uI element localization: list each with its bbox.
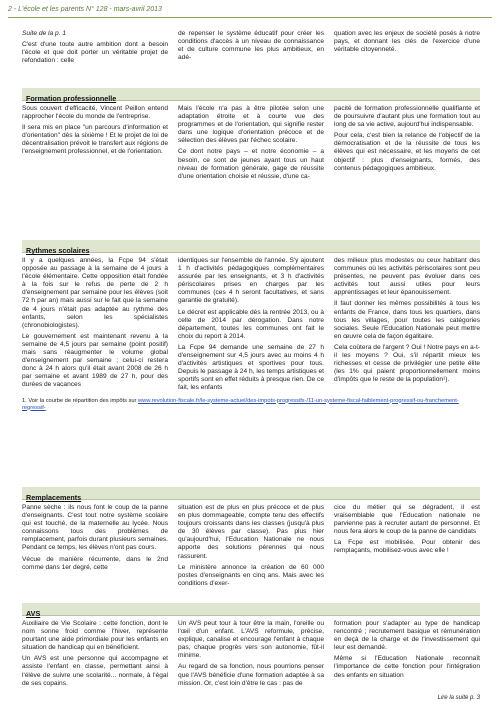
section-title: Formation professionnelle [26, 94, 117, 103]
paragraph: Le gouvernement est maintenant revenu à la semaine de 4,5 jours par semaine (point positif) mais sans réaugmenter le volume global d'enseignement par semaine ; celui-ci restera donc à 24 h alors qu'il était avant 2008 de 26 h par semaine et avant 1989 de 27 h, pour des durées de vacances [22, 332, 168, 389]
paragraph: Sous couvert d'efficacité, Vincent Peillon entend rapprocher l'école du monde de l'entreprise. [22, 105, 168, 121]
formation-col-1 [22, 105, 168, 184]
paragraph: Il faut donner les mêmes possibilités à tous les enfants de France, dans tous les quartiers, dans tous les villages, pour toutes les catégories sociales. Seule l'Education Nationale peut mettre en œuvre cela de façon égalitaire. [334, 300, 480, 340]
avs-col-2 [178, 620, 324, 691]
section-title: Rythmes scolaires [26, 246, 90, 255]
section-title: Remplacements [26, 493, 82, 502]
paragraph: des milieux plus modestes ou ceux habitant des communes où les activités périscolaires sont peu présentes, ne peuvent pas évoluer dans ces activités tout aussi utiles pour leurs apprentissages et leur épanouissement. [334, 257, 480, 297]
section-title: AVS [26, 609, 41, 618]
avs-section [22, 603, 480, 691]
remplacements-section [22, 487, 480, 591]
rythmes-col-3 [334, 257, 480, 396]
formation-col-3 [334, 105, 480, 184]
header-rule [8, 17, 492, 18]
section-header-band [22, 88, 480, 101]
footnote [22, 398, 480, 412]
paragraph: situation est de plus en plus précoce et de plus en plus dommageable, compte tenu des effectifs toujours croissants dans les classes (jusqu'à plus de 30 élèves par classe). Pas plus hier qu'aujourd'hui, l'Education Nationale ne nous apporte des solutions pérennes qui nous rassurent. [178, 504, 324, 560]
section-header-band [22, 487, 480, 500]
paragraph: La Fcpe 94 demande une semaine de 27 h d'enseignement sur 4,5 jours avec au moins 4 h d'activités artistiques et sportives pour tous. Depuis le passage à 24 h, les temps artistiques et sportifs sont en effet réduits à presque rien. De ce fait, les enfants [178, 343, 324, 392]
paragraph: Il y a quelques années, la Fcpe 94 s'était opposée au passage à la semaine de 4 jours à l'école élémentaire. Cette opposition était fondée à la fois sur le refus de perte de 2 h d'enseignement par semaine pour les élèves (soit 72 h par an) mais aussi sur le fait que la semaine de 4 jours n'était pas adaptée au rythme des enfants, selon les spécialistes (chronobiologistes). [22, 257, 168, 329]
intro-section [22, 30, 480, 68]
paragraph: Pour cela, c'est bien la relance de l'objectif de la démocratisation et de la réussite de tous les élèves qui est nécessaire, et les moyens de cet objectif : plus d'enseignants, formés, des contenus pédagogiques ambitieux. [334, 132, 480, 172]
continuation-note: Lire la suite p. 3 [437, 695, 480, 701]
formation-col-2 [178, 105, 324, 184]
paragraph: formation pour s'adapter au type de handicap rencontré ; recrutement basique et rémunération en deçà de la charge et de l'investissement qui leur est demandé. [334, 620, 480, 652]
paragraph: de repenser le système éducatif pour créer les conditions d'accès à un niveau de connaissance et de culture commune les plus ambitieux, en adé- [178, 30, 324, 62]
paragraph: Un AVS est une personne qui accompagne et assiste l'enfant en classe, permettant ainsi à l'élève de suivre une scolarité... normale, à l'égal de ses copains. [22, 655, 168, 687]
remplacements-col-2 [178, 504, 324, 591]
avs-col-1 [22, 620, 168, 691]
intro-col-2 [178, 30, 324, 68]
paragraph: Cela coûtera de l'argent ? Oui ! Notre pays en a-t-il les moyens ? Oui, s'il répartit mieux les richesses et cesse de privilégier une petite élite (les 1% qui paient proportionnellement moins d'impôts que le reste de la population¹). [334, 343, 480, 384]
paragraph: Le ministère annonce la création de 60 000 postes d'enseignants en cinq ans. Mais avec les conditions d'exer- [178, 563, 324, 587]
paragraph: Au regard de sa fonction, nous pourrions penser que l'AVS bénéficie d'une formation adaptée à sa mission. Or, c'est loin d'être le cas : pas de [178, 663, 324, 687]
intro-col-1 [22, 30, 168, 68]
paragraph: Un AVS peut tour à tour être la main, l'oreille ou l'œil d'un enfant. L'AVS reformule, précise, explique, canalise et encourage l'enfant à chaque pas, chaque progrès vers son autonomie, fût-il minime. [178, 620, 324, 660]
paragraph: identiques sur l'ensemble de l'année. S'y ajoutent 1 h d'activités pédagogiques complémentaires assurée par les enseignants, et 3 h d'activités périscolaires prises en charges par les communes (ces 4 h seront facultatives, et sans garantie de gratuité). [178, 257, 324, 305]
paragraph: C'est d'une toute autre ambition dont a besoin l'école et que doit porter un véritable projet de refondation : celle [22, 41, 168, 65]
paragraph: Le décret est applicable dès la rentrée 2013, ou à celle de 2014 par dérogation. Dans notre département, toutes les communes ont fait le choix du report à 2014. [178, 308, 324, 340]
paragraph: La Fcpe est mobilisée. Pour obtenir des remplaçants, mobilisez-vous avec elle ! [334, 539, 480, 555]
paragraph: Il sera mis en place "un parcours d'information et d'orientation" dès la sixième ! Et le projet de loi de décentralisation prévoit le transfert aux régions de l'enseignement professionnel, et de l'orientation. [22, 124, 168, 156]
paragraph: Panne sèche : ils nous font le coup de la panne d'enseignants. C'est tout notre système scolaire qui est touché, de la maternelle au lycée. Nous connaissons tous des problèmes de remplacement, parfois durant plusieurs semaines. Pendant ce temps, les élèves n'ont pas cours. [22, 504, 168, 552]
paragraph: Mais l'école n'a pas à être pilotée selon une adaptation étroite et à courte vue des programmes et de l'orientation, qui signifie rester dans une logique d'orientation précoce et de sélection des élèves par l'échec scolaire. [178, 105, 324, 145]
paragraph: Même si l'Education Nationale reconnaît l'importance de cette fonction pour l'intégration des enfants en situation [334, 655, 480, 679]
rythmes-col-2 [178, 257, 324, 396]
paragraph: quation avec les enjeux de société posés à notre pays, et donnant les clés de l'exercice d'une véritable citoyenneté. [334, 30, 480, 54]
paragraph: Auxiliaire de Vie Scolaire : cette fonction, dont le nom sonne froid comme l'hiver, représente pourtant une aide primordiale pour les enfants en situation de handicap qui en bénéficient. [22, 620, 168, 652]
suite-note: Suite de la p. 1 [22, 30, 66, 37]
remplacements-col-1 [22, 504, 168, 591]
section-header-band [22, 240, 480, 253]
paragraph: cice du métier qui se dégradent, il est vraisemblable que l'Education nationale ne parvienne pas à recruter autant de personnel. Et nous fera alors le coup de la panne de candidats [334, 504, 480, 536]
page-header: 2 - L'école et les parents N° 128 - mars-avril 2013 [8, 6, 162, 13]
section-header-band [22, 603, 480, 616]
avs-col-3 [334, 620, 480, 691]
rythmes-section [22, 240, 480, 412]
remplacements-col-3 [334, 504, 480, 591]
paragraph: Ce dont notre pays – et notre économie – a besoin, ce sont de jeunes ayant tous un haut niveau de formation générale, gage de réussite d'une orientation choisie et réussie, d'une ca- [178, 148, 324, 180]
footnote-link[interactable]: www.revolution-fiscale.fr/le-systeme-actuel/des-impots-progressifs-/11-un-systeme-fiscal-faiblement-progressif-ou-franchement-regressif- [22, 397, 459, 411]
paragraph: pacité de formation professionnelle qualifiante et de poursuivre d'autant plus une formation tout au long de sa vie active, aujourd'hui indispensable. [334, 105, 480, 129]
formation-section [22, 88, 480, 184]
paragraph: Vécue de manière récurrente, dans le 2nd comme dans 1er degré, cette [22, 555, 168, 571]
intro-col-3 [334, 30, 480, 68]
rythmes-col-1 [22, 257, 168, 396]
footnote-text: 1. Voir la courbe de répartition des impôts sur [22, 397, 137, 404]
